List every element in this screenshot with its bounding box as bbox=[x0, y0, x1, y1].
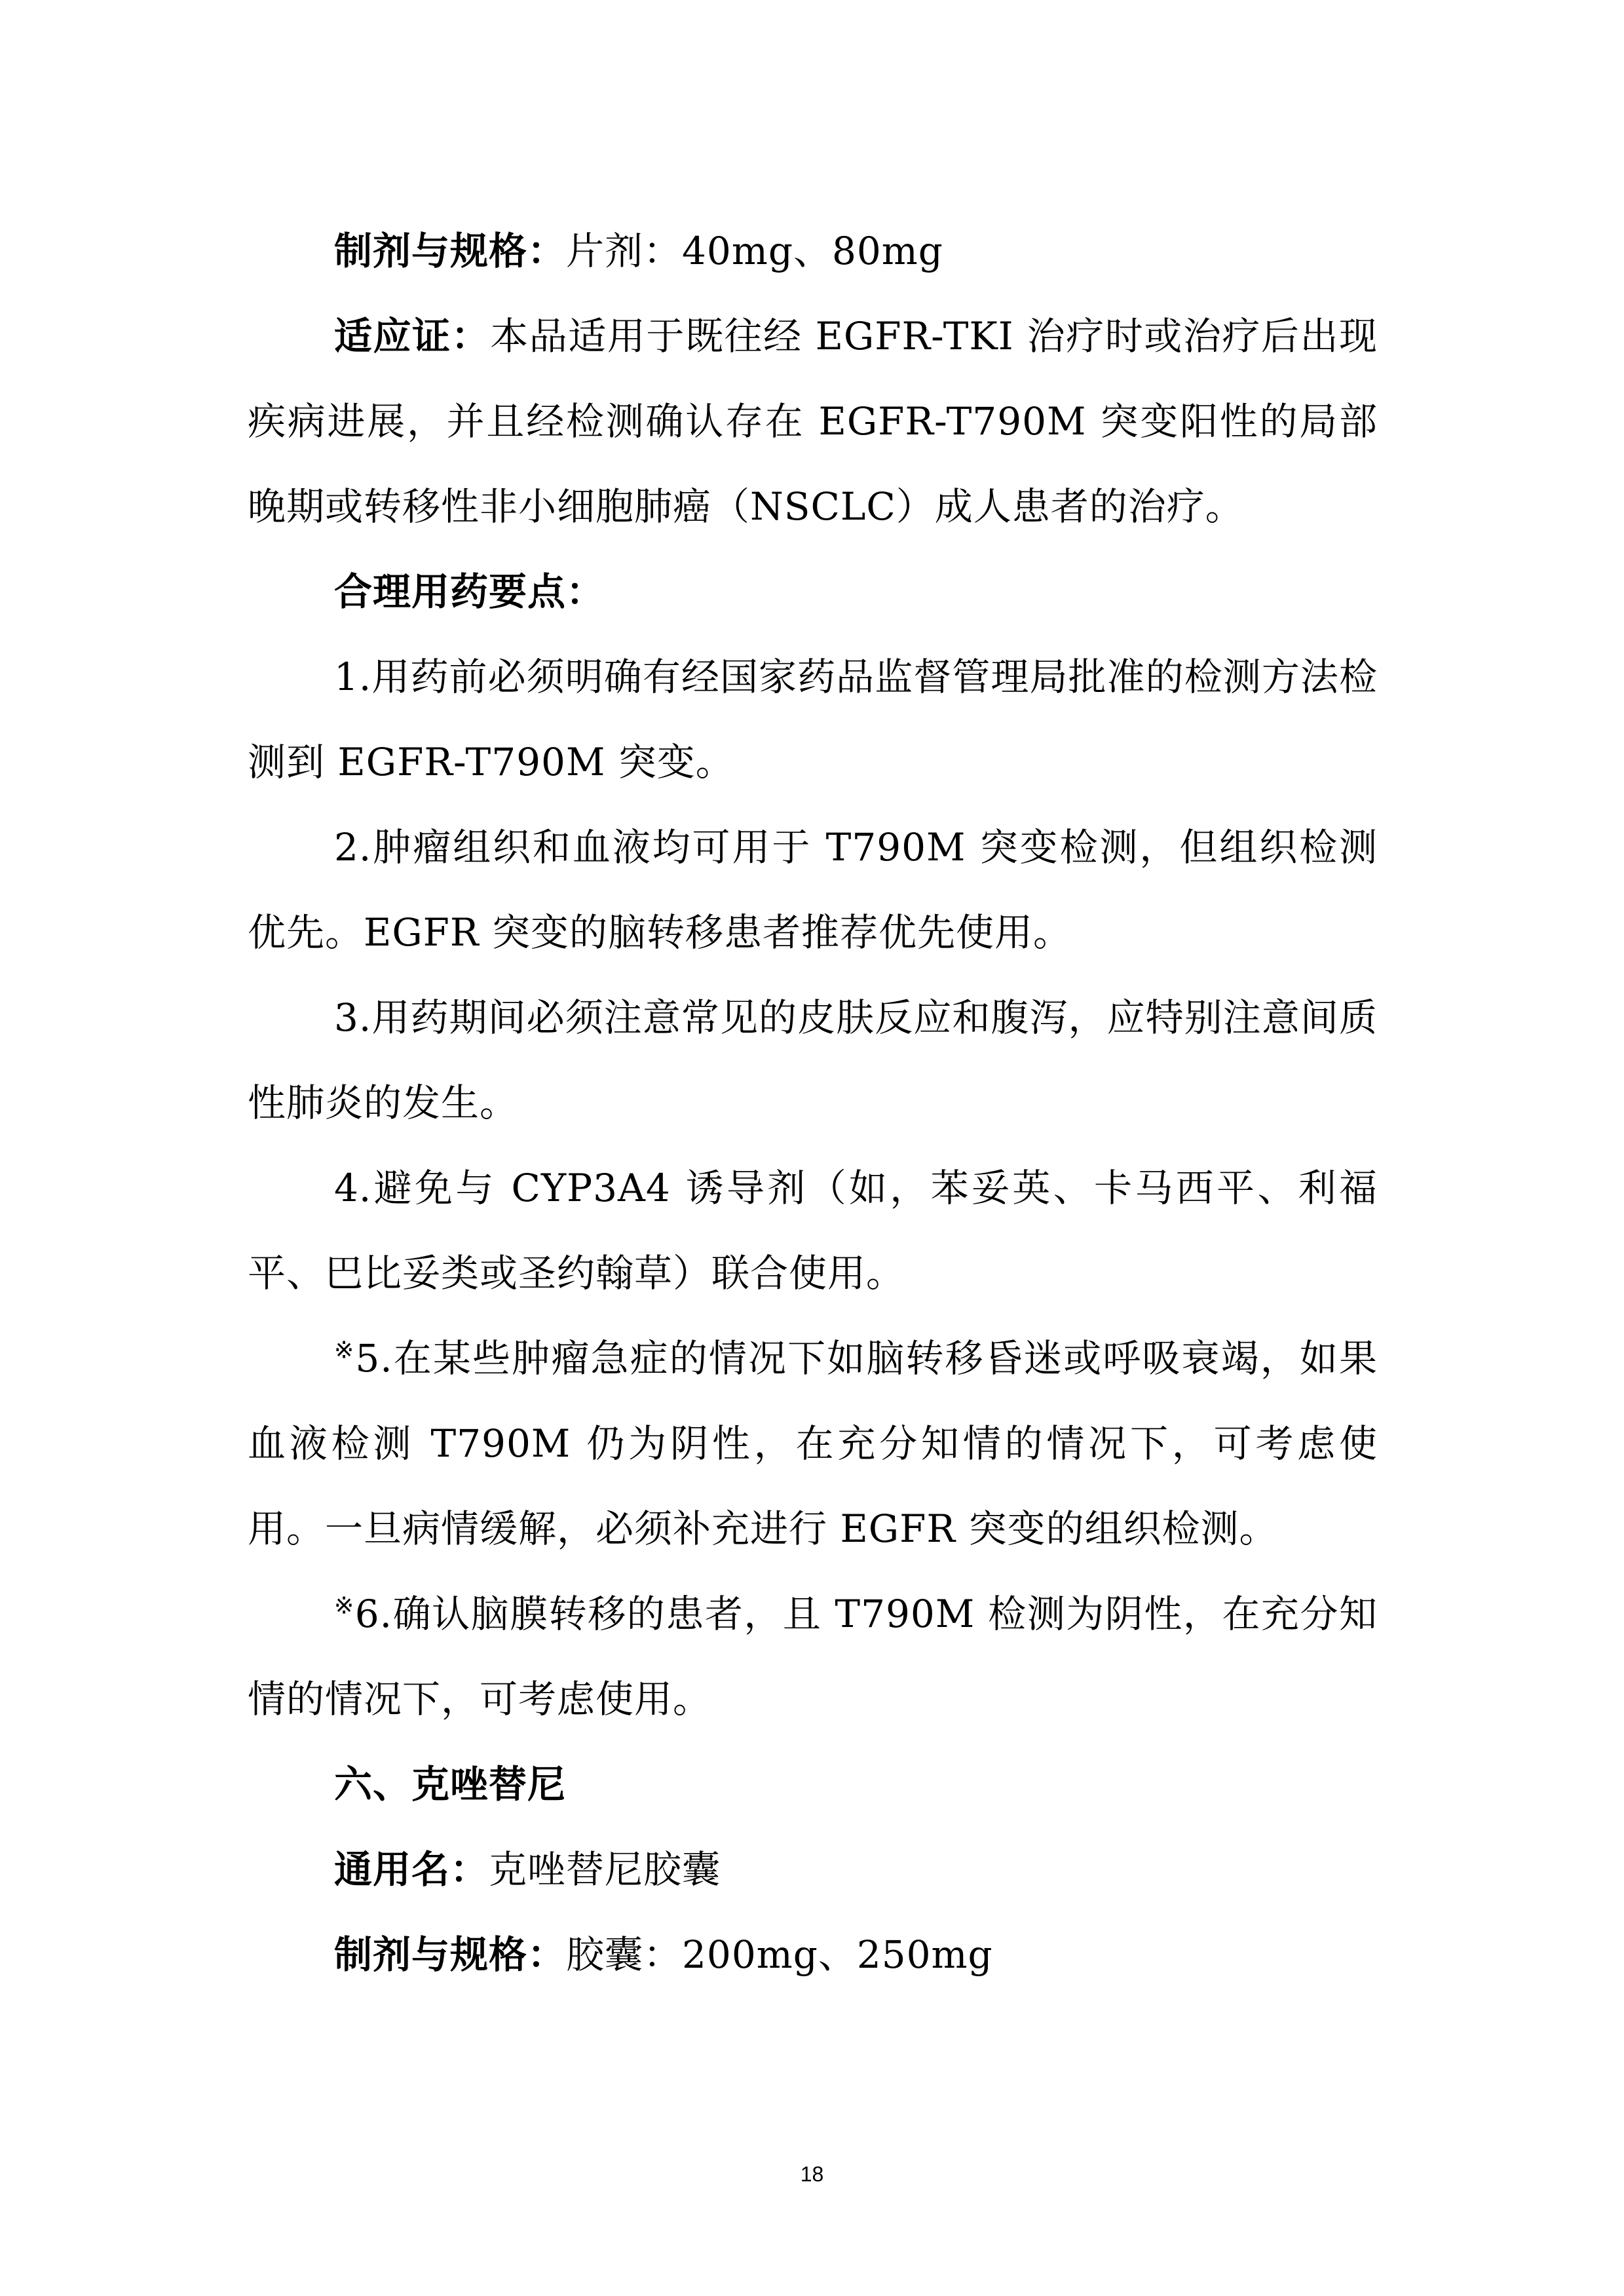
generic-name-text: 克唑替尼胶囊 bbox=[489, 1847, 721, 1892]
reference-mark: ※ bbox=[334, 1337, 356, 1364]
key-point-3 bbox=[248, 975, 1378, 1145]
paragraph-key-points-heading bbox=[248, 549, 1378, 634]
dosage-form-text: 片剂：40mg、80mg bbox=[566, 229, 943, 273]
dosage-form-label: 制剂与规格： bbox=[334, 229, 567, 273]
paragraph-dosage-form-2 bbox=[248, 1912, 1378, 1997]
key-point-6 bbox=[248, 1571, 1378, 1742]
dosage-form-2-text: 胶囊：200mg、250mg bbox=[566, 1932, 993, 1977]
key-point-3-text: 3.用药期间必须注意常见的皮肤反应和腹泻，应特别注意间质性肺炎的发生。 bbox=[248, 995, 1378, 1125]
section-heading-crizotinib bbox=[248, 1742, 1378, 1827]
document-body bbox=[248, 208, 1378, 1997]
paragraph-generic-name bbox=[248, 1827, 1378, 1912]
page-number: 18 bbox=[800, 2162, 824, 2186]
key-point-1-text: 1.用药前必须明确有经国家药品监督管理局批准的检测方法检测到 EGFR-T790M 突变。 bbox=[248, 655, 1378, 784]
key-point-4-text: 4.避免与 CYP3A4 诱导剂（如，苯妥英、卡马西平、利福平、巴比妥类或圣约翰草）联合使用。 bbox=[248, 1166, 1378, 1295]
indications-label: 适应证： bbox=[334, 314, 491, 358]
key-point-5-text: 5.在某些肿瘤急症的情况下如脑转移昏迷或呼吸衰竭，如果血液检测 T790M 仍为阴性，在充分知情的情况下，可考虑使用。一旦病情缓解，必须补充进行 EGFR 突变的组织检测。 bbox=[248, 1336, 1378, 1551]
reference-mark: ※ bbox=[334, 1592, 355, 1620]
paragraph-dosage-form bbox=[248, 208, 1378, 294]
key-points-label: 合理用药要点： bbox=[334, 569, 605, 614]
dosage-form-2-label: 制剂与规格： bbox=[334, 1932, 567, 1977]
generic-name-label: 通用名： bbox=[334, 1847, 489, 1892]
key-point-5 bbox=[248, 1316, 1378, 1571]
indications-text: 本品适用于既往经 EGFR-TKI 治疗时或治疗后出现疾病进展，并且经检测确认存在 EGFR-T790M 突变阳性的局部晚期或转移性非小细胞肺癌（NSCLC）成人患者的治疗。 bbox=[248, 314, 1378, 529]
key-point-4 bbox=[248, 1145, 1378, 1316]
key-point-1 bbox=[248, 634, 1378, 805]
key-point-2-text: 2.肿瘤组织和血液均可用于 T790M 突变检测，但组织检测优先。EGFR 突变的脑转移患者推荐优先使用。 bbox=[248, 825, 1378, 955]
section-heading-text: 六、克唑替尼 bbox=[334, 1762, 567, 1807]
key-point-2 bbox=[248, 805, 1378, 975]
key-point-6-text: 6.确认脑膜转移的患者，且 T790M 检测为阴性，在充分知情的情况下，可考虑使用。 bbox=[248, 1592, 1378, 1721]
paragraph-indications bbox=[248, 294, 1378, 549]
